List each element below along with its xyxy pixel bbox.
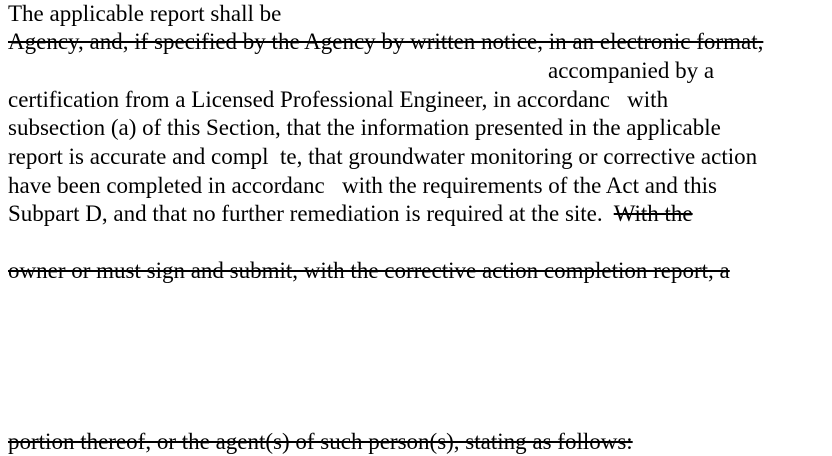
- text-line-5: subsection (a) of this Section, that the information presented in the applicable: [8, 115, 721, 140]
- struck-text-line-10: portion thereof, or the agent(s) of such person(s), stating as follows:: [8, 429, 633, 454]
- text-line-3: accompanied by a: [548, 58, 715, 83]
- struck-text-line-2: Agency, and, if specified by the Agency by written notice, in an electronic format,: [8, 29, 764, 54]
- text-line-8-struck: With the: [613, 201, 693, 226]
- text-line-8: [8, 200, 693, 228]
- text-line-6: report is accurate and compl te, that groundwater monitoring or corrective action: [8, 144, 758, 169]
- text-line-4: certification from a Licensed Professional Engineer, in accordanc with: [8, 87, 669, 112]
- struck-text-line-9: owner or must sign and submit, with the corrective action completion report, a: [8, 258, 730, 283]
- text-line-8-plain: Subpart D, and that no further remediation is required at the site.: [8, 201, 614, 226]
- text-line-1: The applicable report shall be: [8, 1, 282, 26]
- text-line-7: have been completed in accordanc with the requirements of the Act and this: [8, 173, 717, 198]
